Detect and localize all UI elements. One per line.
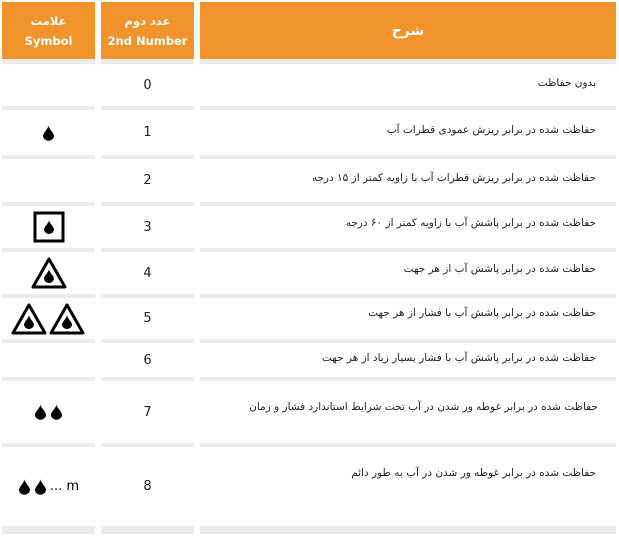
table-row-number: 8 [101, 447, 194, 526]
table-row-description: حفاظت شده در برابر پاشش آب با زاویه کمتر از ۶۰ درجه [200, 206, 616, 248]
double-triangle-drop-icon [11, 303, 87, 335]
table-row-number: 4 [101, 252, 194, 294]
table-row-number: 0 [101, 64, 194, 106]
table-row-number: 7 [101, 381, 194, 443]
table-row-number: 2 [101, 159, 194, 202]
table-row-number: 6 [101, 343, 194, 377]
triangle-drop-icon [31, 257, 67, 289]
header-number-fa: عدد دوم [124, 13, 171, 28]
boxed-drop-icon [33, 211, 65, 243]
header-symbol-fa: علامت [30, 13, 67, 28]
table-row-description: بدون حفاظت [200, 64, 616, 106]
table-row-description: حفاظت شده در برابر غوطه ور شدن در آب تحت شرایط استاندارد فشار و زمان [200, 381, 616, 443]
header-number-en: 2nd Number [107, 33, 188, 48]
table-row-description: حفاظت شده در برابر پاشش آب با فشار از هر جهت [200, 298, 616, 339]
table-row-symbol [2, 381, 95, 443]
table-row-number: 1 [101, 110, 194, 155]
table-row-symbol [2, 298, 95, 339]
table-row-symbol [2, 159, 95, 202]
table-row-number: 3 [101, 206, 194, 248]
table-row-description: حفاظت شده در برابر ریزش عمودی قطرات آب [200, 110, 616, 155]
header-symbol [2, 2, 95, 59]
table-row-symbol [2, 206, 95, 248]
single-drop-icon [43, 125, 54, 141]
table-row-symbol [2, 447, 95, 526]
table-row-number: 5 [101, 298, 194, 339]
header-number [101, 2, 194, 59]
table-row-symbol [2, 110, 95, 155]
table-row-description: حفاظت شده در برابر ریزش قطرات آب با زاویه کمتر از ۱۵ درجه [200, 159, 616, 202]
double-drop-icon [34, 404, 64, 420]
depth-label: ... m [49, 479, 80, 494]
table-row-description: حفاظت شده در برابر پاشش آب از هر جهت [200, 252, 616, 294]
table-row-symbol [2, 343, 95, 377]
header-symbol-en: Symbol [24, 33, 73, 48]
double-drop-ellipsis-m-icon [18, 479, 79, 495]
table-row-symbol [2, 64, 95, 106]
table-row-description: حفاظت شده در برابر غوطه ور شدن در آب به طور دائم [200, 447, 616, 526]
table-row-description: حفاظت شده در برابر پاشش آب با فشار بسیار زیاد از هر جهت [200, 343, 616, 377]
table-row-symbol [2, 252, 95, 294]
header-description: شرح [200, 2, 616, 59]
